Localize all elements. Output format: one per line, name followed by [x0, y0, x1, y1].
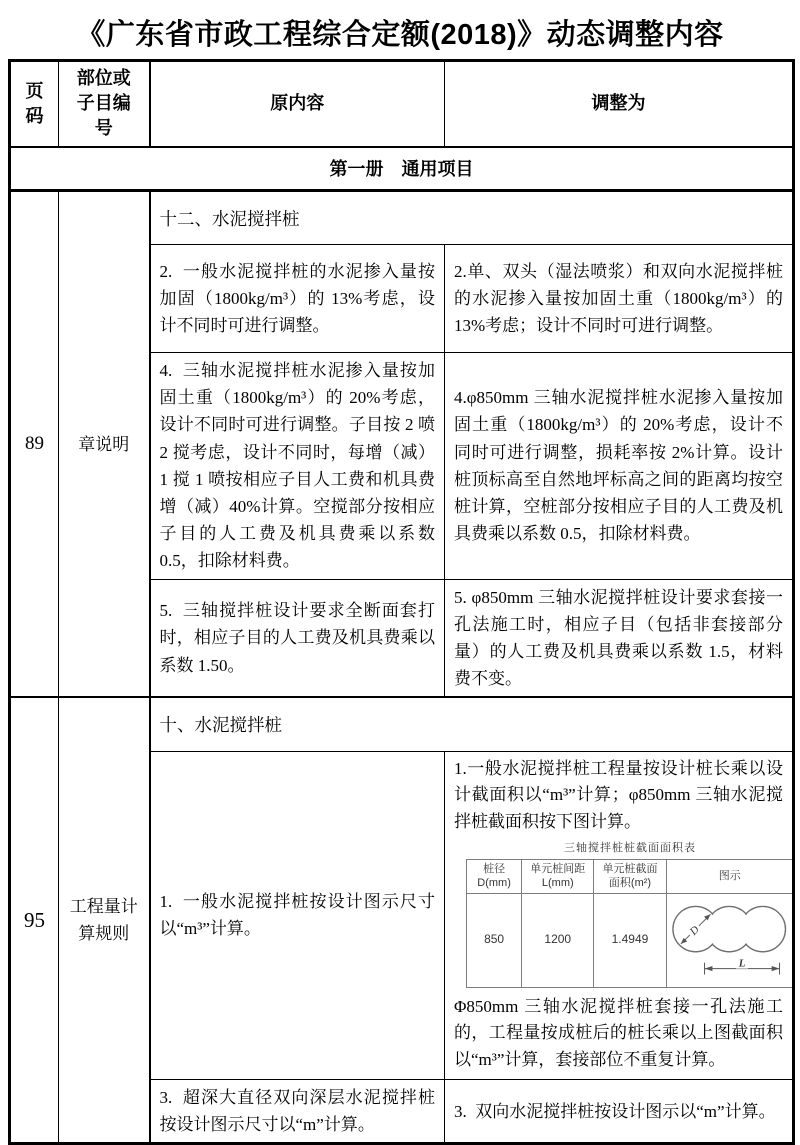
main-table: [8, 59, 795, 1145]
l-label: L: [738, 957, 745, 970]
page-number-cell: 95: [10, 697, 59, 1144]
figure-header-row: [467, 859, 794, 893]
figure-area-value: 1.4949: [594, 893, 666, 987]
subsection-header-cell: 十二、水泥搅拌桩: [150, 191, 794, 245]
figure-header-diagram: 图示: [666, 859, 793, 893]
part-name-cell: 工程量计算规则: [59, 697, 150, 1144]
adjusted-outro-text: Φ850mm 三轴水泥搅拌桩套接一孔法施工的，工程量按成桩后的桩长乘以上图截面积以“m³”计算，套接部位不重复计算。: [454, 996, 783, 1069]
original-cell: 4. 三轴水泥搅拌桩水泥掺入量按加固土重（1800kg/m³）的 20%考虑，设计不同时可进行调整。子目按 2 喷 2 搅考虑，设计不同时，每增（减）1 搅 1 喷按相应子目人工费和机具费增（减）40%计算。空搅部分按相应子目的人工费及机具费乘以系数 0.5，扣除材料费。: [150, 353, 445, 580]
header-row: [10, 61, 794, 147]
pile-section-figure: [466, 840, 794, 987]
header-adjusted-cell: 调整为: [445, 61, 794, 147]
group89-subheader-row: [10, 191, 794, 245]
adjusted-cell: 4.φ850mm 三轴水泥搅拌桩水泥掺入量按加固土重（1800kg/m³）的 20%考虑，设计不同时可进行调整，损耗率按 2%计算。设计桩顶标高至自然地坪标高之间的距离均按空桩计算，空桩部分按相应子目的人工费及机具费乘以系数 0.5，扣除材料费。: [445, 353, 794, 580]
adjusted-cell: [445, 751, 794, 1079]
section-title: 第一册 通用项目: [10, 147, 794, 191]
original-cell: 1. 一般水泥搅拌桩按设计图示尺寸以“m³”计算。: [150, 751, 445, 1079]
subsection-header-cell: 十、水泥搅拌桩: [150, 697, 794, 751]
figure-data-row: [467, 893, 794, 987]
page-number-cell: 89: [10, 191, 59, 698]
figure-header-area: 单元桩截面 面积(m²): [594, 859, 666, 893]
section-row: [10, 147, 794, 191]
adjusted-cell: 2.单、双头（湿法喷浆）和双向水泥搅拌桩的水泥掺入量按加固土重（1800kg/m³）的 13%考虑；设计不同时可进行调整。: [445, 245, 794, 353]
part-name-cell: 章说明: [59, 191, 150, 698]
figure-header-diameter: 桩径 D(mm): [467, 859, 522, 893]
header-original-cell: 原内容: [150, 61, 445, 147]
d-label: D: [687, 923, 702, 938]
figure-title: 三轴搅拌桩桩截面面积表: [564, 842, 696, 855]
original-cell: 5. 三轴搅拌桩设计要求全断面套打时，相应子目的人工费及机具费乘以系数 1.50。: [150, 579, 445, 697]
header-page-cell: 页码: [10, 61, 59, 147]
page-title: 《广东省市政工程综合定额(2018)》动态调整内容: [76, 19, 724, 51]
adjusted-intro-text: 1.一般水泥搅拌桩工程量按设计桩长乘以设计截面积以“m³”计算；φ850mm 三轴水泥搅拌桩截面积按下图计算。: [454, 758, 783, 831]
header-part-cell: 部位或子目编号: [59, 61, 150, 147]
figure-table: [466, 859, 794, 988]
figure-diameter-value: 850: [467, 893, 522, 987]
figure-header-spacing: 单元桩间距 L(mm): [522, 859, 594, 893]
group95-subheader-row: [10, 697, 794, 751]
original-cell: 3. 超深大直径双向深层水泥搅拌桩按设计图示尺寸以“m”计算。: [150, 1080, 445, 1144]
adjusted-cell: 3. 双向水泥搅拌桩按设计图示以“m”计算。: [445, 1080, 794, 1144]
l-dimension-arrow: [704, 957, 779, 975]
adjusted-cell: 5. φ850mm 三轴水泥搅拌桩设计要求套接一孔法施工时，相应子目（包括非套接部分量）的人工费及机具费乘以系数 1.5，材料费不变。: [445, 579, 794, 697]
pile-section-diagram: [669, 895, 791, 981]
figure-spacing-value: 1200: [522, 893, 594, 987]
original-cell: 2. 一般水泥搅拌桩的水泥掺入量按加固（1800kg/m³）的 13%考虑，设计不同时可进行调整。: [150, 245, 445, 353]
figure-diagram-cell: [666, 893, 793, 987]
